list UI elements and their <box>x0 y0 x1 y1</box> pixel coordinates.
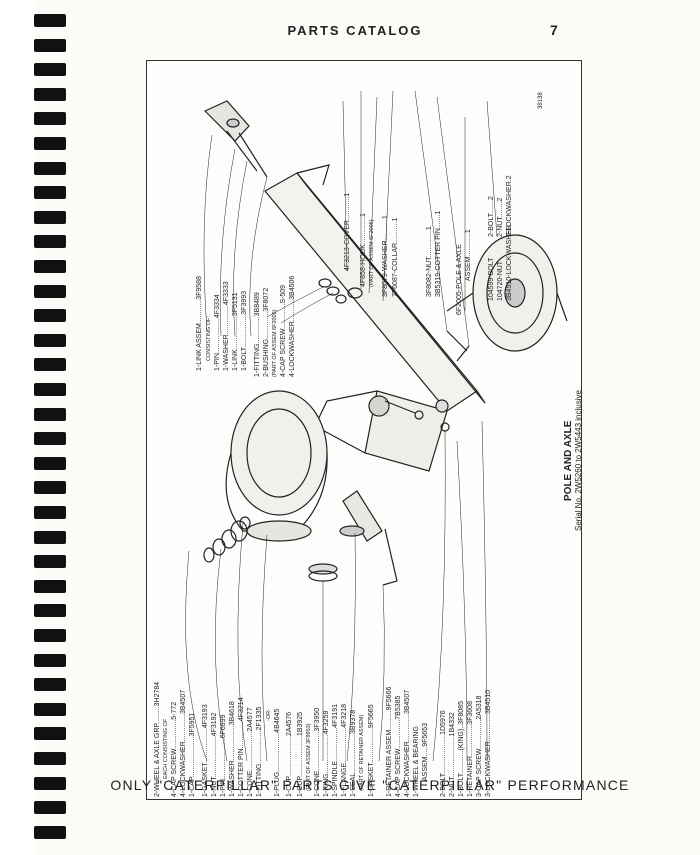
callout-b-seal: 1-SEAL....................3B9378 <box>350 709 357 797</box>
spiral-binding <box>0 0 70 855</box>
binding-ring <box>34 14 66 27</box>
binding-ring <box>34 112 66 125</box>
binding-spine <box>0 0 36 855</box>
callout-b-spindle: 1-SPINDLE.................4F3191 <box>332 704 339 797</box>
binding-ring <box>34 309 66 322</box>
callout-fitting: 1-FITTING..............3B8489 <box>254 292 261 377</box>
callout-b-lockwasher-2: 4-LOCKWASHER..............3B4507 <box>404 689 411 797</box>
callout-link: 1-LINK.................3F5131 <box>232 292 239 371</box>
callout-bolt-104599: 104599-BOLT <box>488 257 495 301</box>
binding-ring <box>34 727 66 740</box>
callout-b-retainer: 1-RETAINER................3F3608 <box>467 701 474 797</box>
callout-cap-screw: 4-CAP SCREW.............S-509 <box>280 284 287 377</box>
plate-ref-code: 39138 <box>538 92 544 109</box>
page-number: 7 <box>550 22 558 38</box>
callout-b-cone: 1-CONE....................2A4577 <box>247 707 254 797</box>
binding-ring <box>34 555 66 568</box>
callout-b-washer: 1-WASHER..................3B4618 <box>229 701 236 797</box>
binding-ring <box>34 383 66 396</box>
callout-lockwasher-3b4510: 3B4510-LOCKWASHER <box>506 225 513 301</box>
callout-collar: 7F6087-COLLAR...........1 <box>392 217 399 297</box>
callout-pole-axle-assem: ASSEM............1 <box>465 229 472 281</box>
callout-b-cap-screw-2: 4-CAP SCREW...............7B5385 <box>395 695 402 797</box>
callout-b-cup-note: (PART OF ASSEM 3F9953) <box>306 723 312 791</box>
callout-wheel-axle-grp: 2-WHEEL & AXLE GRP.........3H2784 <box>154 681 161 797</box>
callout-bolt-qty: 2-BOLT.......2 <box>488 196 495 237</box>
callout-b-wheel-bearing: 1-WHEEL & BEARING <box>413 726 420 797</box>
callout-lockwasher: 4-LOCKWASHER...........3B4506 <box>289 275 296 377</box>
callout-b-lockwasher: 4-LOCKWASHER..............3B4507 <box>180 689 187 797</box>
callout-consisting: CONSISTING OF: <box>206 316 212 361</box>
callout-b-nut: 1-NUT.....................4F3192 <box>211 712 218 797</box>
callout-hook-note: (PART OF ASSEM 6F2005) <box>369 219 375 287</box>
binding-ring <box>34 629 66 642</box>
callout-b-cap-screw: 4-CAP SCREW...............5-772 <box>171 701 178 797</box>
callout-nut-3f8082: 3F8082-NUT..............1 <box>426 226 433 297</box>
callout-pin: 1-PIN..................4F3334 <box>214 294 221 371</box>
callout-bolt: 1-BOLT.................3F3993 <box>241 290 248 371</box>
binding-ring <box>34 678 66 691</box>
callout-b-seal-note: (PART OF RETAINER ASSEM) <box>359 714 365 791</box>
binding-ring <box>34 580 66 593</box>
callout-b-nut-2: 2-NUT.....................1B4332 <box>449 712 456 797</box>
callout-hook: 4F858-HOOK..............1 <box>360 213 367 287</box>
callout-lockwasher-qty: 2-LOCKWASHER.2 <box>506 175 513 237</box>
callout-b-pin: 1-PIN.....................6F6999 <box>220 714 227 797</box>
binding-ring <box>34 358 66 371</box>
binding-ring <box>34 260 66 273</box>
binding-ring <box>34 63 66 76</box>
callout-b-cotter-pin: 1-COTTER PIN..............4F3214 <box>238 697 245 797</box>
binding-ring <box>34 235 66 248</box>
callout-pole-axle: 6F2005-POLE & AXLE <box>456 244 463 315</box>
footer-slogan: ONLY "CATERPILLAR" PARTS GIVE "CATERPILLAR" PERFORMANCE <box>110 777 630 793</box>
binding-ring <box>34 752 66 765</box>
callout-b-flange: 1-FLANGE..................4F3218 <box>341 704 348 797</box>
binding-ring <box>34 506 66 519</box>
callout-b-plug: 1-PLUG....................4B4645 <box>274 708 281 797</box>
parts-diagram <box>147 61 583 801</box>
callout-cover: 4F3213-COVER............1 <box>344 192 351 271</box>
page-title: PARTS CATALOG <box>287 23 423 38</box>
binding-ring <box>34 186 66 199</box>
binding-ring <box>34 604 66 617</box>
callout-b-gasket: 1-GASKET..................4F3193 <box>202 704 209 797</box>
callout-b-fitting: 1-FITTING.................2F1335 <box>256 706 263 797</box>
callout-washer-3f8079: 3F8079-WASHER...........1 <box>382 215 389 297</box>
binding-ring <box>34 88 66 101</box>
callout-b-bolt: 2-BOLT....................1D5976 <box>440 710 447 797</box>
callout-nut-qty: 2-NUT........2 <box>497 197 504 237</box>
binding-ring <box>34 285 66 298</box>
callout-each-consisting: EACH CONSISTING OF <box>163 718 169 779</box>
plate-title: POLE AND AXLE <box>563 420 574 501</box>
callout-b-cup-1: 1-CUP.....................2A4576 <box>286 711 293 797</box>
binding-ring <box>34 801 66 814</box>
callout-bushing: 2-BUSHING..............3F8072 <box>263 287 270 377</box>
callout-b-wheel-bearing-assem: ASSEM.....9F5653 <box>422 723 429 781</box>
callout-b-retainer-assem: 1-RETAINER ASSEM..........9F5666 <box>386 686 393 797</box>
callout-link-assem: 1-LINK ASSEM............3F9588 <box>196 276 203 371</box>
callout-b-lockwasher-3: 3-LOCKWASHER..............3B4510 <box>485 689 492 797</box>
plate-serial: Serial No. 2W5260 to 2W5443 inclusive <box>574 390 583 531</box>
callout-washer: 1-WASHER...............4F3333 <box>223 281 230 371</box>
callout-b-cup-2: 1-CUP.....................1B3925 <box>297 711 304 797</box>
parts-diagram-plate <box>146 60 582 800</box>
callout-b-cap-screw-3: 3-CAP SCREW...............2A5318 <box>476 695 483 797</box>
callout-bushing-note: (PART OF ASSEM 6F2005) <box>272 309 278 377</box>
binding-ring <box>34 408 66 421</box>
binding-ring <box>34 137 66 150</box>
binding-ring <box>34 432 66 445</box>
binding-ring <box>34 162 66 175</box>
binding-ring <box>34 826 66 839</box>
callout-b-ring: 1-RING....................4F3259 <box>323 710 330 797</box>
callout-b-cap: 1-CAP.....................3F5951 <box>189 712 196 797</box>
callout-b-or: -OR- <box>266 709 272 721</box>
binding-ring <box>34 334 66 347</box>
binding-ring <box>34 777 66 790</box>
callout-nut-104720: 104720-NUT <box>497 260 504 301</box>
callout-cotter-pin: 3B5319-COTTER PIN.......1 <box>435 210 442 297</box>
callout-b-gasket-2: 1-GASKET..................9F5665 <box>368 704 375 797</box>
binding-ring <box>34 481 66 494</box>
binding-ring <box>34 531 66 544</box>
binding-ring <box>34 457 66 470</box>
callout-b-king-bolt: 1-BOLT............(KING)..3F8085 <box>458 701 465 797</box>
callout-b-cone-2: 1-CONE....................3F3950 <box>314 707 321 797</box>
binding-ring <box>34 703 66 716</box>
binding-ring <box>34 211 66 224</box>
binding-ring <box>34 39 66 52</box>
binding-ring <box>34 654 66 667</box>
